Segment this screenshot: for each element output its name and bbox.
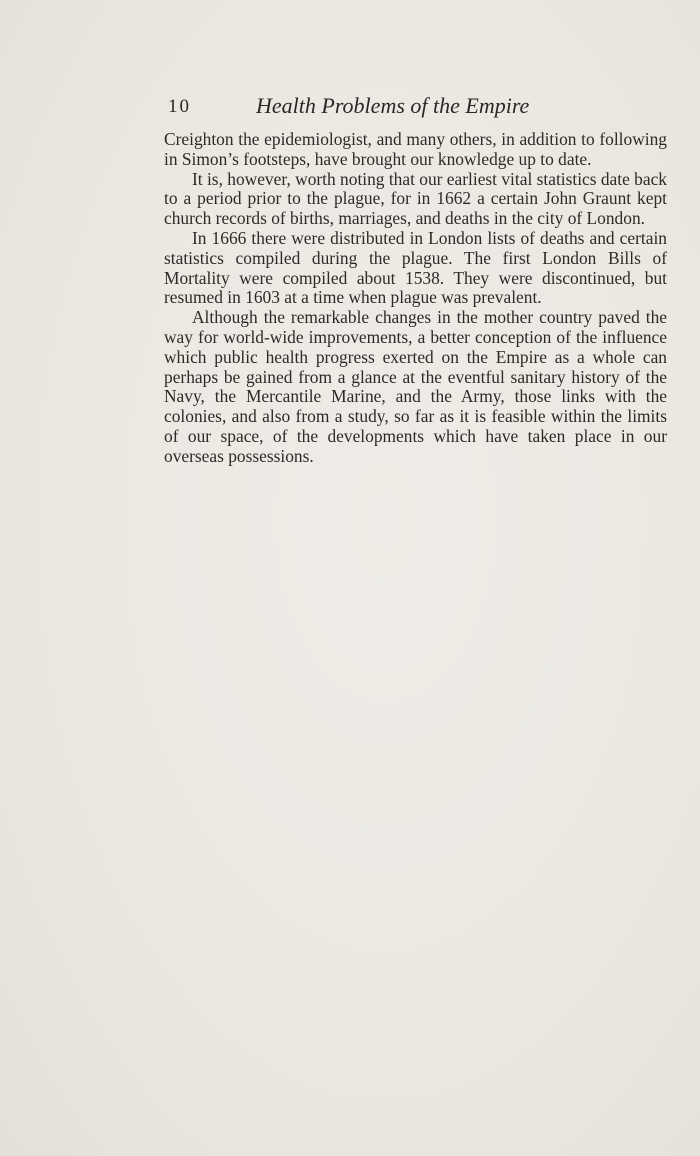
body-text — [164, 130, 667, 467]
paragraph-1: Creighton the epidemiologist, and many others, in addition to following in Simon’s footsteps, have brought our knowledge up to date. — [164, 129, 667, 169]
paragraph-3: In 1666 there were distributed in London lists of deaths and certain statistics compiled during the plague. The first London Bills of Mortality were compiled about 1538. They were discontinued, but resumed in 1603 at a time when plague was prevalent. — [164, 227, 667, 308]
paragraph-4: Although the remarkable changes in the mother country paved the way for world-wide improvements, a better conception of the influence which public health progress exerted on the Empire as a whole can perhaps be gained from a glance at the eventful sanitary history of the Navy, the Mercantile Marine, and the Army, those links with the colonies, and also from a study, so far as it is feasible within the limits of our space, of the developments which have taken place in our overseas possessions. — [164, 307, 667, 466]
running-title: Health Problems of the Empire — [256, 93, 530, 118]
page-number: 10 — [168, 96, 191, 117]
paragraph-2: It is, however, worth noting that our earliest vital statistics date back to a period prior to the plague, for in 1662 a certain John Graunt kept church records of births, marriages, and deaths in the city of London. — [164, 168, 668, 229]
